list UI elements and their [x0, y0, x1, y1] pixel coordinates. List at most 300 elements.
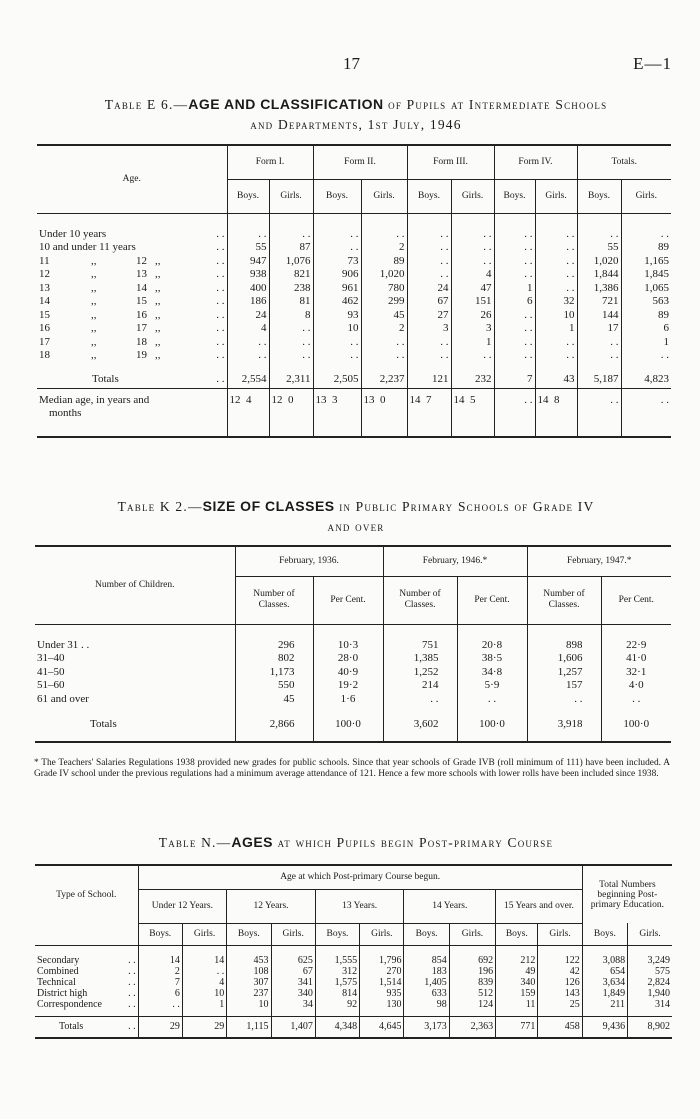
- girls-header: Girls.: [451, 179, 494, 213]
- total-cell: 232: [451, 370, 494, 388]
- value-cell: . .: [494, 335, 535, 349]
- value-cell: . .: [313, 227, 361, 241]
- value-cell: 780: [361, 281, 407, 295]
- value-cell: 692: [449, 955, 495, 966]
- value-cell: . .: [313, 349, 361, 363]
- total-cell: 2,363: [449, 1016, 495, 1038]
- value-cell: 270: [360, 966, 404, 977]
- value-cell: 108: [227, 966, 271, 977]
- school-type-text: Secondary: [37, 955, 80, 966]
- leader-dots: . .: [128, 988, 136, 999]
- girls-header: Girls.: [538, 923, 582, 945]
- value-cell: 4: [227, 322, 269, 336]
- ditto-mark: ,,: [91, 322, 97, 335]
- leader-dots: . .: [216, 254, 225, 267]
- total-cell: 100·0: [623, 717, 650, 730]
- value-cell: . .: [407, 241, 451, 255]
- value-cell: 6: [138, 988, 182, 999]
- value-cell: 1·6: [313, 692, 383, 706]
- value-cell: . .: [577, 227, 621, 241]
- median-cell: 14 8: [535, 394, 577, 437]
- value-cell: . .: [269, 227, 313, 241]
- value-cell: 27: [407, 308, 451, 322]
- table-n-title: Table N.—AGES at which Pupils begin Post-primary Course: [158, 834, 554, 850]
- boys-header: Boys.: [407, 179, 451, 213]
- leader-dots: . .: [128, 977, 136, 988]
- boys-header: Boys.: [582, 923, 627, 945]
- group-header: Form I.: [227, 145, 313, 179]
- value-cell: 1,076: [269, 254, 313, 268]
- total-cell: 771: [496, 1016, 538, 1038]
- school-type-label: [35, 955, 138, 966]
- table-e6-title: Table E 6.—AGE AND CLASSIFICATION of Pupils at Intermediate Schools and Departments, 1st July, 1946: [104, 96, 608, 132]
- total-cell: 2,866: [235, 718, 313, 742]
- ditto-mark: ,,: [155, 308, 161, 321]
- value-cell: 299: [361, 295, 407, 309]
- value-cell: 3: [407, 322, 451, 336]
- ditto-mark: ,,: [155, 295, 161, 308]
- value-cell: . .: [227, 349, 269, 363]
- boys-header: Boys.: [313, 179, 361, 213]
- value-cell: 802: [235, 652, 313, 666]
- value-cell: 1,405: [404, 977, 449, 988]
- ditto-mark: ,,: [155, 254, 161, 267]
- median-label-line: Median age, in years and: [39, 394, 150, 406]
- table-k2: [35, 545, 671, 743]
- value-cell: 1,844: [577, 268, 621, 282]
- value-cell: 1: [451, 335, 494, 349]
- value-cell: 183: [404, 966, 449, 977]
- total-cell: 4,645: [360, 1016, 404, 1038]
- boys-header: Boys.: [315, 923, 359, 945]
- value-cell: 453: [227, 955, 271, 966]
- value-cell: 196: [449, 966, 495, 977]
- value-cell: . .: [407, 268, 451, 282]
- table-row: [35, 966, 672, 977]
- value-cell: 1: [663, 335, 669, 348]
- table-row: [35, 999, 672, 1010]
- value-cell: . .: [227, 227, 269, 241]
- table-row: [37, 268, 671, 282]
- value-cell: 20·8: [457, 638, 527, 652]
- value-cell: 67: [271, 966, 315, 977]
- value-cell: 1,555: [315, 955, 359, 966]
- table-row: [37, 227, 671, 241]
- total-cell: 1,407: [271, 1016, 315, 1038]
- age-label: [37, 349, 227, 363]
- table-row: [37, 295, 671, 309]
- value-cell: 143: [538, 988, 582, 999]
- children-label: [35, 665, 235, 679]
- group-header: Form III.: [407, 145, 494, 179]
- boys-header: Boys.: [496, 923, 538, 945]
- age-label: [37, 268, 227, 282]
- value-cell: 32·1: [626, 665, 647, 678]
- children-header: Number of Children.: [35, 546, 235, 624]
- range-text: 31–40: [37, 652, 65, 665]
- ditto-mark: ,,: [91, 295, 97, 308]
- group-header: February, 1936.: [235, 546, 383, 576]
- range-text: 41–50: [37, 665, 65, 678]
- school-type-text: Correspondence: [37, 999, 102, 1010]
- value-cell: 26: [451, 308, 494, 322]
- total-cell: 3,918: [527, 718, 601, 742]
- children-label: [35, 692, 235, 706]
- value-cell: 1: [182, 999, 226, 1010]
- total-cell: 4,348: [315, 1016, 359, 1038]
- value-cell: . .: [535, 335, 577, 349]
- span-header: Age at which Post-primary Course begun.: [138, 865, 582, 889]
- value-cell: 307: [227, 977, 271, 988]
- value-cell: 10: [313, 322, 361, 336]
- total-cell: 2,311: [269, 370, 313, 388]
- table-row: [37, 322, 671, 336]
- value-cell: 947: [227, 254, 269, 268]
- value-cell: . .: [383, 692, 457, 706]
- median-row: [37, 394, 671, 437]
- total-cell: 5,187: [577, 370, 621, 388]
- ditto-mark: ,,: [155, 335, 161, 348]
- value-cell: 8: [269, 308, 313, 322]
- value-cell: 17: [577, 322, 621, 336]
- girls-header: Girls.: [360, 923, 404, 945]
- value-cell: 237: [227, 988, 271, 999]
- totals-label: [35, 718, 235, 742]
- value-cell: 87: [269, 241, 313, 255]
- value-cell: 3,088: [582, 955, 627, 966]
- value-cell: . .: [138, 999, 182, 1010]
- age-label: [37, 227, 227, 241]
- ditto-mark: ,,: [91, 335, 97, 348]
- value-cell: 340: [271, 988, 315, 999]
- totals-text: Totals: [90, 717, 117, 730]
- value-cell: 45: [235, 692, 313, 706]
- value-cell: 1,020: [361, 268, 407, 282]
- leader-dots: . .: [128, 966, 136, 977]
- age-label: [37, 254, 227, 268]
- value-cell: 1,606: [527, 652, 601, 666]
- group-header: Form IV.: [494, 145, 577, 179]
- value-cell: 341: [271, 977, 315, 988]
- value-cell: 654: [582, 966, 627, 977]
- boys-header: Boys.: [138, 923, 182, 945]
- median-cell: . .: [660, 394, 669, 406]
- value-cell: . .: [407, 349, 451, 363]
- girls-header: Girls.: [182, 923, 226, 945]
- school-type-label: [35, 977, 138, 988]
- value-cell: . .: [494, 308, 535, 322]
- age-group-header: Under 12 Years.: [138, 889, 227, 923]
- table-row: [37, 335, 671, 349]
- value-cell: 340: [496, 977, 538, 988]
- value-cell: . .: [361, 349, 407, 363]
- totals-label: [35, 1016, 138, 1038]
- value-cell: 47: [451, 281, 494, 295]
- value-cell: 55: [577, 241, 621, 255]
- total-cell: 458: [538, 1016, 582, 1038]
- age-from: 15: [39, 308, 50, 321]
- value-cell: 1,065: [644, 281, 669, 294]
- value-cell: . .: [660, 349, 669, 362]
- age-from: 12: [39, 268, 50, 281]
- age-header: Age.: [37, 145, 227, 213]
- table-row: [35, 652, 671, 666]
- leader-dots: . .: [128, 999, 136, 1010]
- value-cell: 93: [313, 308, 361, 322]
- classes-header: Number of Classes.: [527, 576, 601, 624]
- value-cell: 6: [494, 295, 535, 309]
- value-cell: 22·9: [626, 638, 647, 651]
- totals-text: Totals: [59, 1021, 84, 1033]
- value-cell: 49: [496, 966, 538, 977]
- girls-header: Girls.: [271, 923, 315, 945]
- value-cell: 312: [315, 966, 359, 977]
- value-cell: 11: [496, 999, 538, 1010]
- ditto-mark: ,,: [91, 281, 97, 294]
- value-cell: 854: [404, 955, 449, 966]
- value-cell: 3,634: [582, 977, 627, 988]
- ditto-mark: ,,: [91, 268, 97, 281]
- page-header: [0, 54, 700, 78]
- range-text: 51–60: [37, 679, 65, 692]
- value-cell: 6: [663, 322, 669, 335]
- value-cell: . .: [535, 254, 577, 268]
- total-cell: 2,237: [361, 370, 407, 388]
- value-cell: 751: [383, 638, 457, 652]
- totals-text: Totals: [92, 372, 119, 385]
- ditto-mark: ,,: [155, 281, 161, 294]
- value-cell: 211: [582, 999, 627, 1010]
- total-cell: 29: [182, 1016, 226, 1038]
- age-from: 13: [39, 281, 50, 294]
- value-cell: . .: [451, 349, 494, 363]
- school-type-text: Combined: [37, 966, 79, 977]
- percent-header: Per Cent.: [313, 576, 383, 624]
- total-cell: 43: [535, 370, 577, 388]
- value-cell: 4: [182, 977, 226, 988]
- value-cell: 961: [313, 281, 361, 295]
- value-cell: 34·8: [457, 665, 527, 679]
- leader-dots: . .: [128, 955, 136, 966]
- age-to: 13: [136, 268, 147, 281]
- value-cell: 1: [494, 281, 535, 295]
- value-cell: 10: [535, 308, 577, 322]
- age-to: 15: [136, 295, 147, 308]
- girls-header: Girls.: [361, 179, 407, 213]
- value-cell: 89: [658, 308, 669, 321]
- value-cell: 575: [655, 966, 670, 977]
- value-cell: 814: [315, 988, 359, 999]
- value-cell: . .: [577, 335, 621, 349]
- value-cell: 19·2: [313, 679, 383, 693]
- section-label: E—1: [633, 54, 672, 73]
- value-cell: . .: [494, 322, 535, 336]
- value-cell: 314: [655, 999, 670, 1010]
- value-cell: 1,796: [360, 955, 404, 966]
- age-from: 14: [39, 295, 50, 308]
- value-cell: 130: [360, 999, 404, 1010]
- group-header: Totals.: [577, 145, 671, 179]
- children-label: [35, 638, 235, 652]
- value-cell: 14: [138, 955, 182, 966]
- total-cell: 4,823: [644, 372, 669, 385]
- classes-header: Number of Classes.: [383, 576, 457, 624]
- age-from: 11: [39, 254, 50, 267]
- value-cell: 24: [407, 281, 451, 295]
- value-cell: 839: [449, 977, 495, 988]
- value-cell: 5·9: [457, 679, 527, 693]
- value-cell: 238: [269, 281, 313, 295]
- median-cell: . .: [494, 394, 535, 437]
- children-label: [35, 652, 235, 666]
- value-cell: 14: [182, 955, 226, 966]
- value-cell: 98: [404, 999, 449, 1010]
- total-cell: 121: [407, 370, 451, 388]
- value-cell: 10·3: [313, 638, 383, 652]
- age-from: 17: [39, 335, 50, 348]
- totals-row: [37, 370, 671, 388]
- table-row: [37, 254, 671, 268]
- median-cell: 14 5: [451, 394, 494, 437]
- age-to: 16: [136, 308, 147, 321]
- value-cell: 10: [182, 988, 226, 999]
- value-cell: 1,252: [383, 665, 457, 679]
- value-cell: 1,257: [527, 665, 601, 679]
- leader-dots: . .: [216, 349, 225, 362]
- value-cell: 2: [361, 322, 407, 336]
- age-to: 19: [136, 349, 147, 362]
- leader-dots: . .: [216, 335, 225, 348]
- value-cell: 1,940: [647, 988, 670, 999]
- value-cell: . .: [313, 335, 361, 349]
- age-label: [37, 241, 227, 255]
- value-cell: . .: [451, 227, 494, 241]
- total-cell: 7: [494, 370, 535, 388]
- school-type-label: [35, 966, 138, 977]
- value-cell: 38·5: [457, 652, 527, 666]
- value-cell: 1,173: [235, 665, 313, 679]
- value-cell: 906: [313, 268, 361, 282]
- value-cell: 3: [451, 322, 494, 336]
- boys-header: Boys.: [227, 923, 271, 945]
- value-cell: 462: [313, 295, 361, 309]
- median-cell: 13 3: [313, 394, 361, 437]
- value-cell: 2: [138, 966, 182, 977]
- value-cell: . .: [494, 254, 535, 268]
- value-cell: 28·0: [313, 652, 383, 666]
- table-row: [35, 955, 672, 966]
- value-cell: . .: [577, 349, 621, 363]
- age-label: [37, 281, 227, 295]
- totals-row: [35, 1016, 672, 1038]
- value-cell: . .: [494, 241, 535, 255]
- value-cell: 81: [269, 295, 313, 309]
- value-cell: . .: [313, 241, 361, 255]
- boys-header: Boys.: [404, 923, 449, 945]
- value-cell: 32: [535, 295, 577, 309]
- value-cell: 92: [315, 999, 359, 1010]
- totals-label: [37, 370, 227, 388]
- value-cell: 633: [404, 988, 449, 999]
- value-cell: . .: [535, 281, 577, 295]
- school-type-label: [35, 999, 138, 1010]
- value-cell: . .: [660, 227, 669, 240]
- total-cell: 29: [138, 1016, 182, 1038]
- table-row: [37, 308, 671, 322]
- value-cell: 40·9: [313, 665, 383, 679]
- table-n: [35, 864, 672, 1039]
- age-text: 10 and under 11 years: [39, 241, 136, 254]
- page-number: 17: [343, 54, 360, 73]
- value-cell: 2: [361, 241, 407, 255]
- age-group-header: 15 Years and over.: [496, 889, 583, 923]
- value-cell: . .: [457, 692, 527, 706]
- table-row: [35, 665, 671, 679]
- table-k2-title: Table K 2.—SIZE OF CLASSES in Public Primary Schools of Grade IV and over: [117, 498, 595, 534]
- value-cell: 935: [360, 988, 404, 999]
- value-cell: . .: [535, 349, 577, 363]
- age-from: 16: [39, 322, 50, 335]
- boys-header: Boys.: [494, 179, 535, 213]
- type-header: Type of School.: [35, 865, 138, 923]
- age-label: [37, 295, 227, 309]
- age-from: 18: [39, 349, 50, 362]
- total-cell: 2,554: [227, 370, 269, 388]
- value-cell: 296: [235, 638, 313, 652]
- leader-dots: . .: [128, 1021, 136, 1033]
- value-cell: . .: [451, 241, 494, 255]
- value-cell: 89: [361, 254, 407, 268]
- value-cell: 1,386: [577, 281, 621, 295]
- table-row: [37, 241, 671, 255]
- value-cell: . .: [494, 268, 535, 282]
- age-to: 12: [136, 254, 147, 267]
- median-cell: 13 0: [361, 394, 407, 437]
- value-cell: 10: [227, 999, 271, 1010]
- ditto-mark: ,,: [155, 322, 161, 335]
- leader-dots: . .: [216, 281, 225, 294]
- value-cell: 151: [451, 295, 494, 309]
- value-cell: . .: [494, 349, 535, 363]
- ditto-mark: ,,: [91, 254, 97, 267]
- age-label: [37, 308, 227, 322]
- total-cell: 2,505: [313, 370, 361, 388]
- value-cell: . .: [535, 227, 577, 241]
- range-text: Under 31 . .: [37, 638, 90, 651]
- value-cell: 1,165: [644, 254, 669, 267]
- ditto-mark: ,,: [155, 268, 161, 281]
- value-cell: 45: [361, 308, 407, 322]
- value-cell: 157: [527, 679, 601, 693]
- value-cell: 4·0: [628, 679, 644, 692]
- percent-header: Per Cent.: [618, 595, 654, 605]
- girls-header: Girls.: [269, 179, 313, 213]
- value-cell: . .: [361, 335, 407, 349]
- value-cell: 625: [271, 955, 315, 966]
- value-cell: . .: [269, 335, 313, 349]
- median-cell: 12 4: [227, 394, 269, 437]
- value-cell: 55: [227, 241, 269, 255]
- value-cell: 400: [227, 281, 269, 295]
- value-cell: 34: [271, 999, 315, 1010]
- value-cell: . .: [535, 268, 577, 282]
- table-row: [35, 692, 671, 706]
- classes-header: Number of Classes.: [235, 576, 313, 624]
- value-cell: 24: [227, 308, 269, 322]
- table-row: [35, 638, 671, 652]
- boys-header: Boys.: [227, 179, 269, 213]
- girls-header: Girls.: [449, 923, 495, 945]
